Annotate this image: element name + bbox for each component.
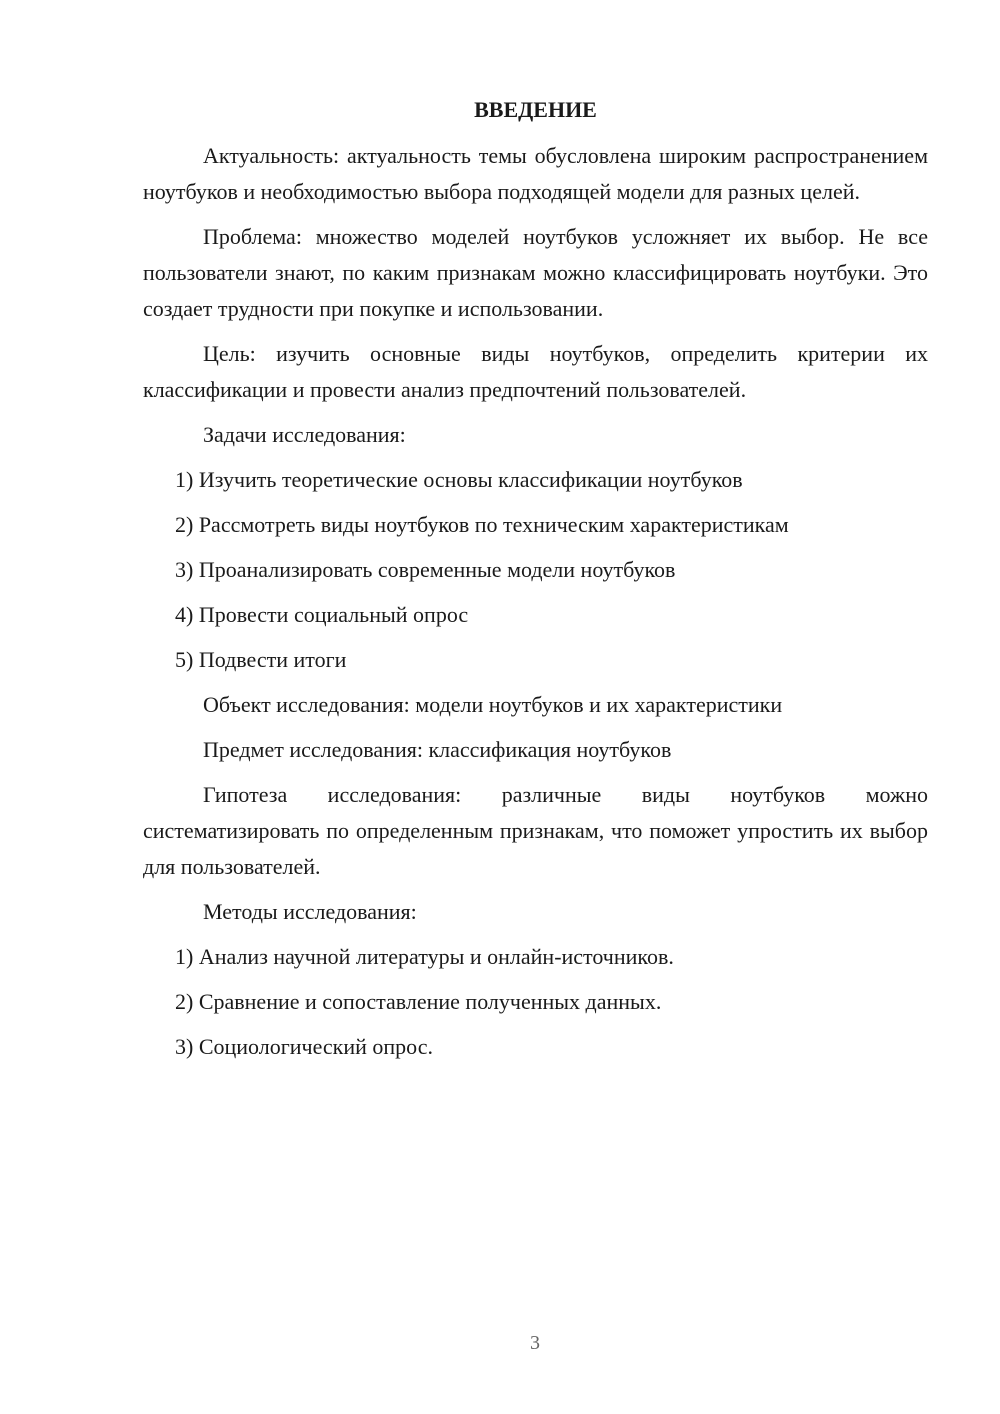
method-item: 2) Сравнение и сопоставление полученных данных. [175,989,662,1014]
document-page [143,92,928,1074]
problem-paragraph: Проблема: множество моделей ноутбуков усложняет их выбор. Не все пользователи знают, по каким признакам можно классифицировать ноутбуки. Это создает трудности при покупке и использовании. [143,224,928,321]
task-item: 5) Подвести итоги [175,647,347,672]
task-item: 1) Изучить теоретические основы классификации ноутбуков [175,467,743,492]
section-heading: ВВЕДЕНИЕ [474,97,597,122]
methods-title: Методы исследования: [203,899,417,924]
task-item: 3) Проанализировать современные модели ноутбуков [175,557,676,582]
hypothesis-paragraph: Гипотеза исследования: различные виды ноутбуков можно систематизировать по определенным признакам, что поможет упростить их выбор для пользователей. [143,782,928,879]
page-number: 3 [530,1332,540,1354]
relevance-paragraph: Актуальность: актуальность темы обусловлена широким распространением ноутбуков и необходимостью выбора подходящей модели для разных целей. [143,143,928,204]
task-item: 4) Провести социальный опрос [175,602,469,627]
object-line: Объект исследования: модели ноутбуков и их характеристики [203,692,783,717]
task-item: 2) Рассмотреть виды ноутбуков по техническим характеристикам [175,512,789,537]
methods-list [143,939,928,1065]
tasks-title: Задачи исследования: [203,422,406,447]
goal-paragraph: Цель: изучить основные виды ноутбуков, определить критерии их классификации и провести анализ предпочтений пользователей. [143,341,928,402]
method-item: 1) Анализ научной литературы и онлайн-источников. [175,944,674,969]
method-item: 3) Социологический опрос. [175,1034,433,1059]
subject-line: Предмет исследования: классификация ноутбуков [203,737,672,762]
tasks-list [143,462,928,678]
